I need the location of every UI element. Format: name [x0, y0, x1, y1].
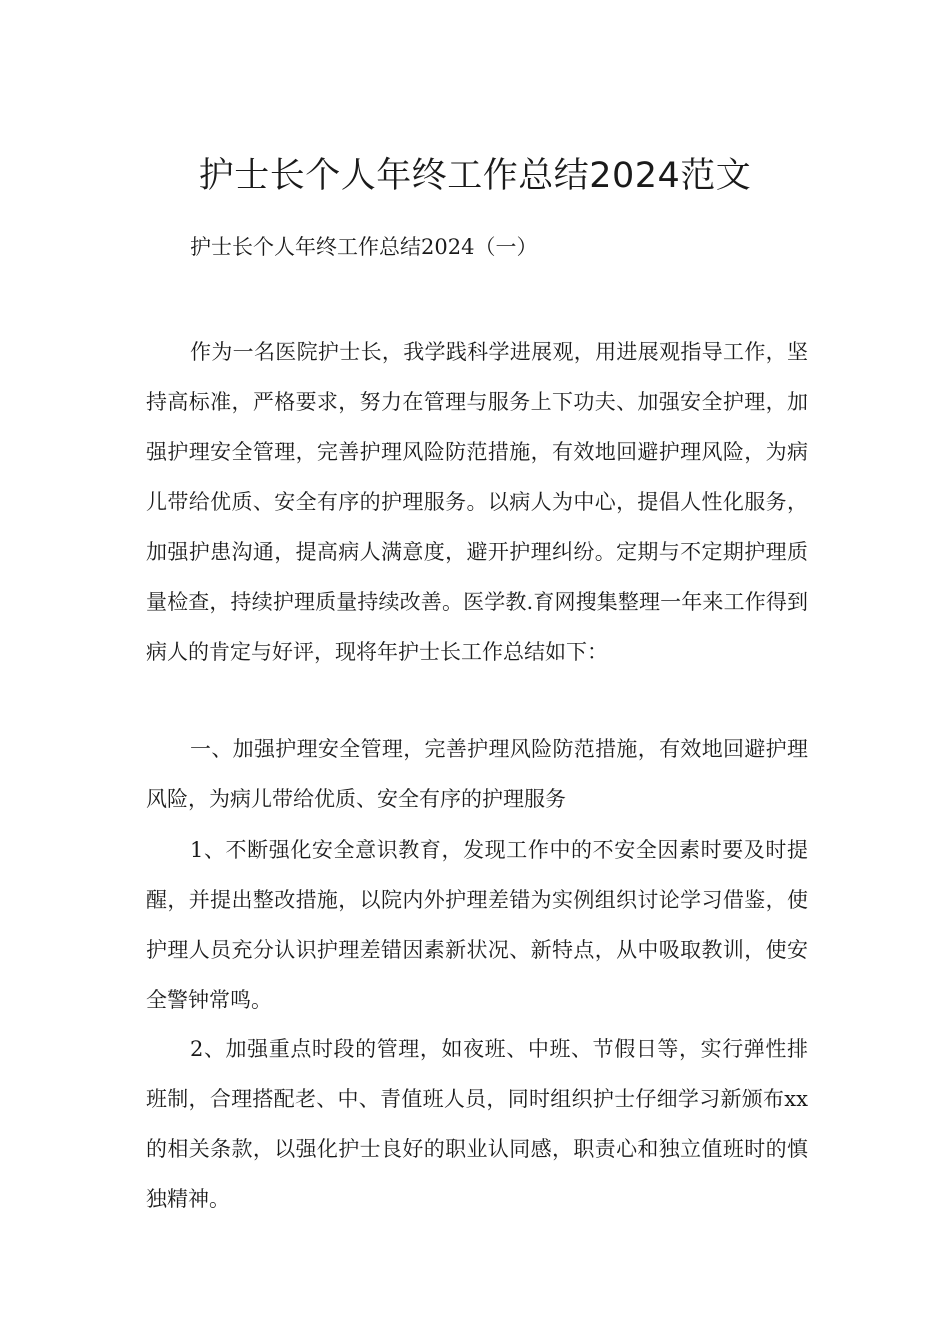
section-subtitle: 护士长个人年终工作总结2024（一）: [190, 235, 538, 259]
paragraph-item-2: 2、加强重点时段的管理，如夜班、中班、节假日等，实行弹性排班制，合理搭配老、中、青值班人员，同时组织护士仔细学习新颁布xx的相关条款，以强化护士良好的职业认同感，职责心和独立值班时的慎独精神。: [146, 1037, 808, 1211]
document-title: 护士长个人年终工作总结2024范文: [198, 156, 752, 197]
paragraph-section-heading: 一、加强护理安全管理，完善护理风险防范措施，有效地回避护理风险，为病儿带给优质、安全有序的护理服务: [146, 737, 808, 811]
paragraph-item-1: 1、不断强化安全意识教育，发现工作中的不安全因素时要及时提醒，并提出整改措施，以院内外护理差错为实例组织讨论学习借鉴，使护理人员充分认识护理差错因素新状况、新特点，从中吸取教训，使安全警钟常鸣。: [146, 838, 808, 1012]
paragraph-intro: 作为一名医院护士长，我学践科学进展观，用进展观指导工作，坚持高标准，严格要求，努力在管理与服务上下功夫、加强安全护理，加强护理安全管理，完善护理风险防范措施，有效地回避护理风险，为病儿带给优质、安全有序的护理服务。以病人为中心，提倡人性化服务，加强护患沟通，提高病人满意度，避开护理纠纷。定期与不定期护理质量检查，持续护理质量持续改善。医学教.育网搜集整理一年来工作得到病人的肯定与好评，现将年护士长工作总结如下：: [146, 340, 808, 664]
